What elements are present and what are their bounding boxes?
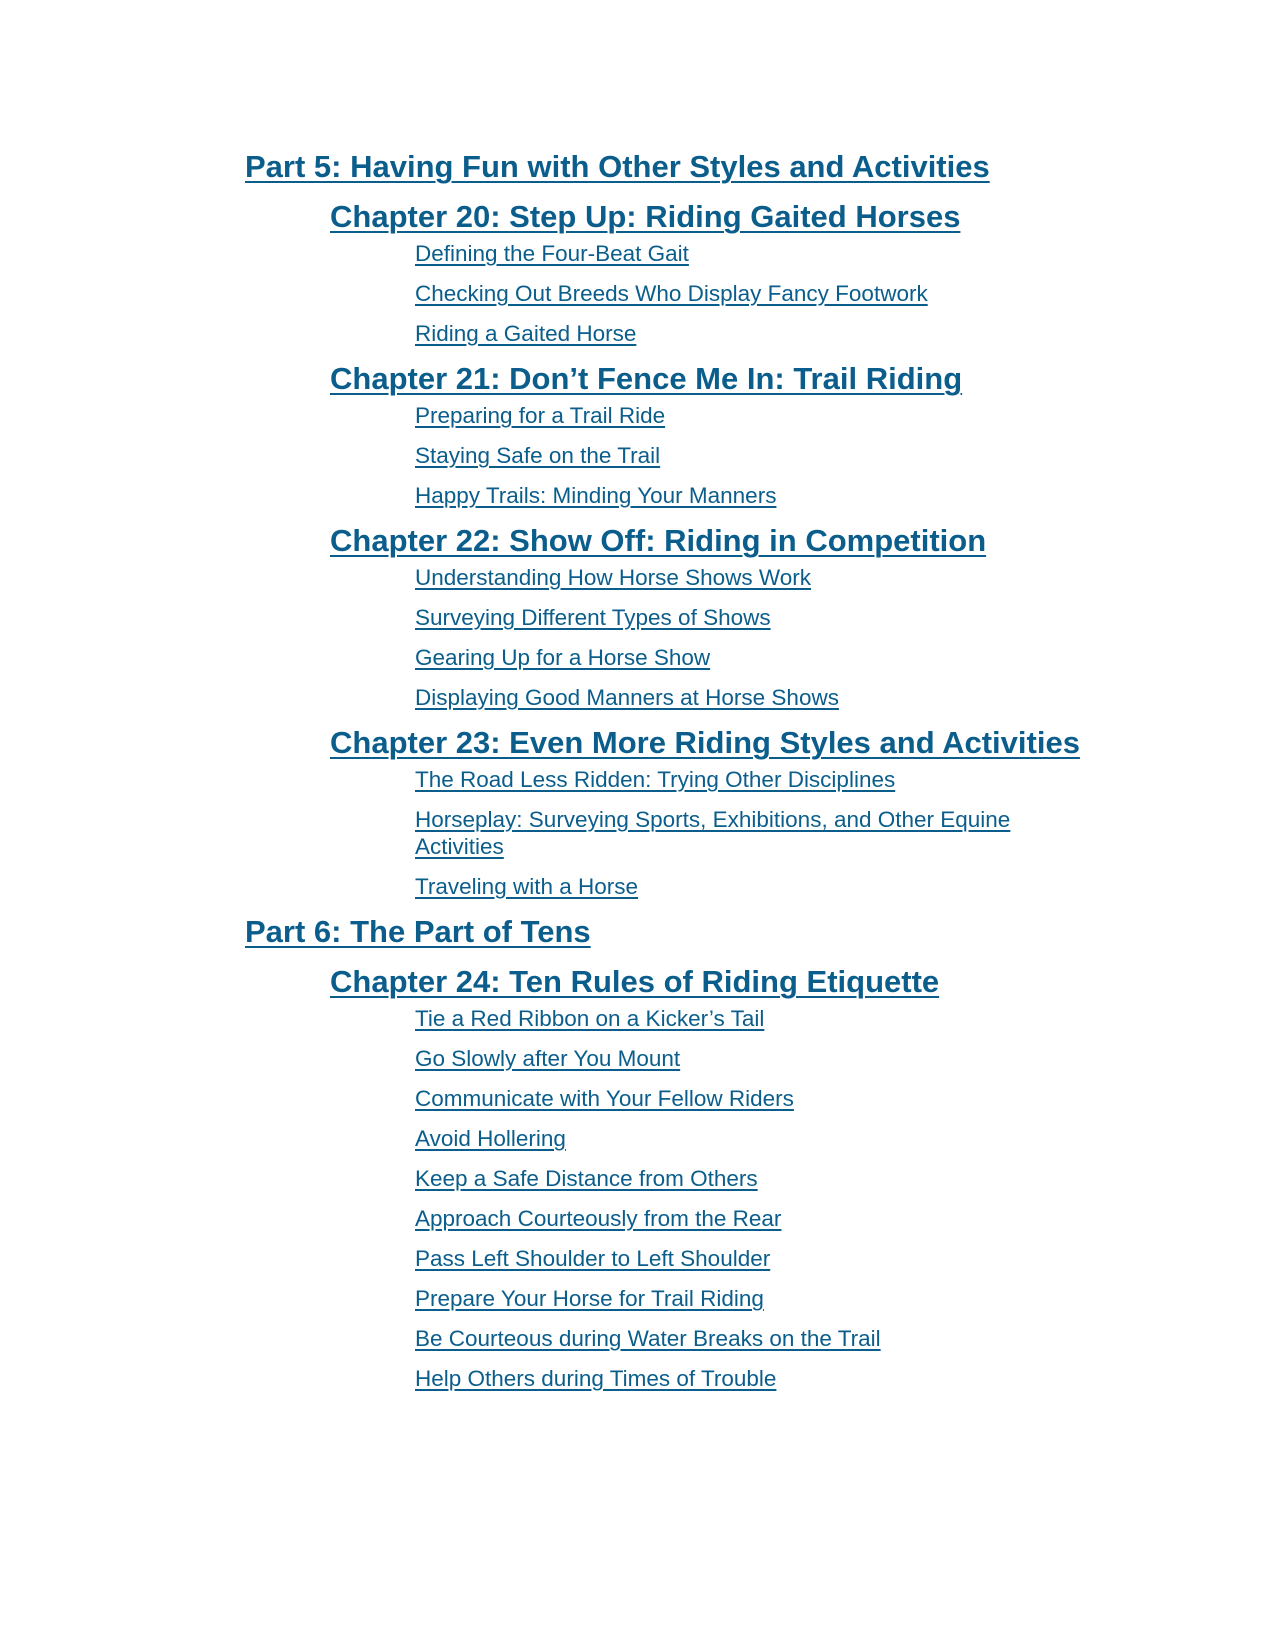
section-link[interactable]: Staying Safe on the Trail <box>415 443 661 468</box>
section-link[interactable]: Displaying Good Manners at Horse Shows <box>415 685 839 710</box>
chapter-block <box>245 360 1115 509</box>
section-link[interactable]: Pass Left Shoulder to Left Shoulder <box>415 1246 771 1271</box>
section-link[interactable]: Communicate with Your Fellow Riders <box>415 1086 794 1111</box>
section-link[interactable]: Checking Out Breeds Who Display Fancy Footwork <box>415 281 928 306</box>
section-link[interactable]: Happy Trails: Minding Your Manners <box>415 483 777 508</box>
section-link[interactable]: Prepare Your Horse for Trail Riding <box>415 1286 764 1311</box>
section-link[interactable]: Traveling with a Horse <box>415 874 639 899</box>
chapter-link[interactable]: Chapter 23: Even More Riding Styles and Activities <box>330 725 1080 760</box>
section-item <box>415 402 1055 429</box>
section-link[interactable]: Preparing for a Trail Ride <box>415 403 666 428</box>
section-item <box>415 1045 1055 1072</box>
section-link[interactable]: Riding a Gaited Horse <box>415 321 637 346</box>
section-link[interactable]: The Road Less Ridden: Trying Other Disciplines <box>415 767 896 792</box>
section-item <box>415 644 1055 671</box>
chapter-block <box>245 198 1115 347</box>
section-item <box>415 240 1055 267</box>
section-item <box>415 766 1055 793</box>
section-link[interactable]: Understanding How Horse Shows Work <box>415 565 812 590</box>
chapter-block <box>245 963 1115 1392</box>
section-item <box>415 806 1055 860</box>
section-link[interactable]: Go Slowly after You Mount <box>415 1046 681 1071</box>
section-link[interactable]: Avoid Hollering <box>415 1126 566 1151</box>
section-item <box>415 280 1055 307</box>
section-item <box>415 604 1055 631</box>
section-item <box>415 1365 1055 1392</box>
section-link[interactable]: Approach Courteously from the Rear <box>415 1206 782 1231</box>
section-link[interactable]: Keep a Safe Distance from Others <box>415 1166 758 1191</box>
chapter-block <box>245 522 1115 711</box>
section-link[interactable]: Help Others during Times of Trouble <box>415 1366 777 1391</box>
section-item <box>415 442 1055 469</box>
part-block <box>245 913 1115 1392</box>
part-link[interactable]: Part 6: The Part of Tens <box>245 914 591 949</box>
chapter-link[interactable]: Chapter 22: Show Off: Riding in Competition <box>330 523 987 558</box>
section-link[interactable]: Tie a Red Ribbon on a Kicker’s Tail <box>415 1006 765 1031</box>
section-link[interactable]: Defining the Four-Beat Gait <box>415 241 689 266</box>
section-link[interactable]: Gearing Up for a Horse Show <box>415 645 711 670</box>
section-item <box>415 1205 1055 1232</box>
chapter-link[interactable]: Chapter 24: Ten Rules of Riding Etiquette <box>330 964 940 999</box>
section-item <box>415 564 1055 591</box>
section-item <box>415 320 1055 347</box>
section-link[interactable]: Horseplay: Surveying Sports, Exhibitions, and Other Equine Activities <box>415 807 1011 859</box>
section-item <box>415 684 1055 711</box>
section-item <box>415 1085 1055 1112</box>
part-block <box>245 148 1115 900</box>
section-item <box>415 1165 1055 1192</box>
part-link[interactable]: Part 5: Having Fun with Other Styles and Activities <box>245 149 990 184</box>
section-item <box>415 1285 1055 1312</box>
section-link[interactable]: Surveying Different Types of Shows <box>415 605 771 630</box>
table-of-contents <box>245 148 1115 1405</box>
section-item <box>415 873 1055 900</box>
section-item <box>415 1125 1055 1152</box>
chapter-link[interactable]: Chapter 21: Don’t Fence Me In: Trail Riding <box>330 361 963 396</box>
chapter-block <box>245 724 1115 900</box>
section-item <box>415 482 1055 509</box>
section-link[interactable]: Be Courteous during Water Breaks on the Trail <box>415 1326 881 1351</box>
chapter-link[interactable]: Chapter 20: Step Up: Riding Gaited Horses <box>330 199 961 234</box>
section-item <box>415 1325 1055 1352</box>
section-item <box>415 1245 1055 1272</box>
section-item <box>415 1005 1055 1032</box>
